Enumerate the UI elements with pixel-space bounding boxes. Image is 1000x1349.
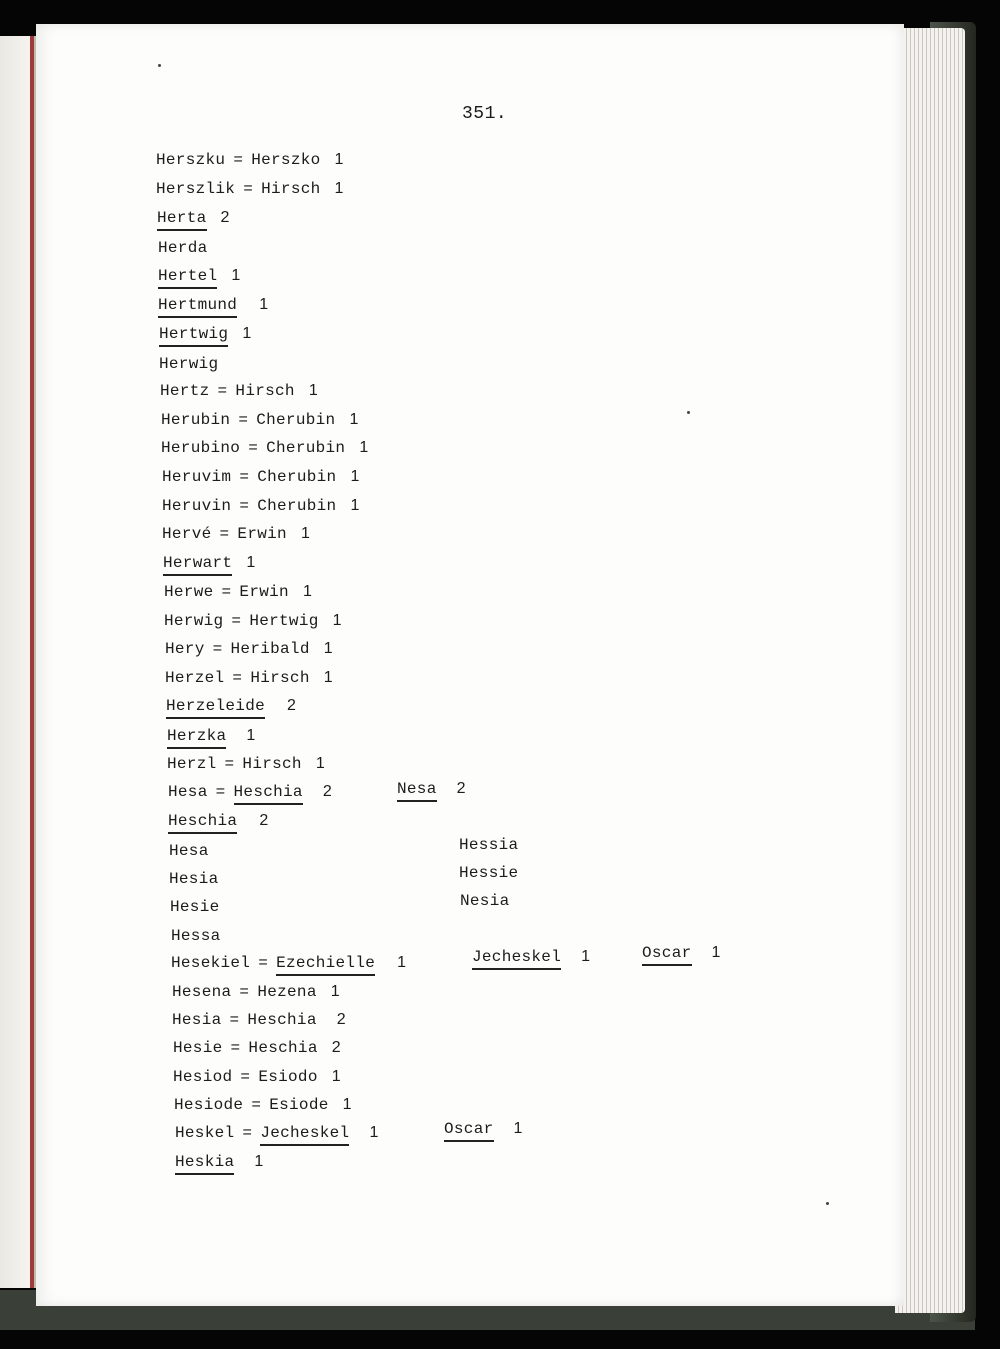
index-entry <box>174 1095 352 1115</box>
index-entry <box>167 754 325 774</box>
index-entry <box>163 553 256 576</box>
entry-count: 2 <box>456 780 466 797</box>
index-entry <box>171 926 221 946</box>
equals-sign: = <box>233 151 244 169</box>
entry-target: Cherubin <box>257 468 337 486</box>
entry-name-underlined: Herwart <box>163 553 232 576</box>
entry-name: Heruvin <box>162 497 232 515</box>
entry-count: 1 <box>330 983 340 1000</box>
entry-count: 1 <box>513 1120 523 1137</box>
entry-count: 1 <box>359 439 369 456</box>
index-entry <box>158 238 208 258</box>
entry-name: Herwig <box>164 612 224 630</box>
entry-name-underlined: Hertel <box>158 266 217 289</box>
equals-sign: = <box>215 783 226 801</box>
entry-target: Cherubin <box>266 439 346 457</box>
entry-name: Herda <box>158 239 208 257</box>
entry-target-underlined: Jecheskel <box>260 1123 349 1146</box>
entry-count: 1 <box>323 669 333 686</box>
page-block-edges <box>895 28 965 1313</box>
entry-name-underlined: Hertwig <box>159 324 228 347</box>
equals-sign: = <box>212 640 223 658</box>
entry-name-underlined: Heschia <box>168 811 237 834</box>
entry-target: Hirsch <box>261 180 321 198</box>
equals-sign: = <box>221 583 232 601</box>
entry-target-underlined: Heschia <box>234 782 303 805</box>
index-entry <box>161 410 359 430</box>
equals-sign: = <box>239 468 250 486</box>
entry-name: Hesiode <box>174 1096 244 1114</box>
entry-name-underlined: Herzka <box>167 726 226 749</box>
entry-name: Herubin <box>161 411 231 429</box>
equals-sign: = <box>217 382 228 400</box>
entry-name: Herzl <box>167 755 217 773</box>
entry-count: 1 <box>300 525 311 542</box>
entry-name: Herwig <box>159 355 219 373</box>
entry-name: Hesena <box>172 983 232 1001</box>
entry-target: Erwin <box>239 583 289 601</box>
entry-count: 2 <box>220 209 230 226</box>
paper-speck <box>826 1202 829 1205</box>
index-entry <box>159 324 252 347</box>
index-entry <box>166 696 296 719</box>
index-entry <box>171 953 406 976</box>
index-entry <box>164 582 312 602</box>
entry-name: Hesie <box>170 898 220 916</box>
entry-name: Hertz <box>160 382 210 400</box>
index-entry <box>167 726 256 749</box>
index-entry-alternate <box>397 779 466 802</box>
index-entry <box>165 668 333 688</box>
entry-name: Hessa <box>171 927 221 945</box>
entry-count: 1 <box>350 497 360 514</box>
entry-target: Hirsch <box>242 755 302 773</box>
entry-name: Hervé <box>162 525 212 543</box>
index-entry <box>157 208 230 231</box>
index-entry <box>175 1152 264 1175</box>
variant-item <box>459 835 518 855</box>
entry-name-underlined: Heskia <box>175 1152 234 1175</box>
entry-count: 1 <box>711 944 721 961</box>
entry-name-underlined: Herta <box>157 208 207 231</box>
entry-name: Hery <box>165 640 205 658</box>
entry-target: Hirsch <box>250 669 310 687</box>
entry-name: Herubino <box>161 439 241 457</box>
index-entry <box>162 467 360 487</box>
index-entry <box>156 179 344 199</box>
entry-count: 1 <box>397 954 407 971</box>
index-entry <box>170 897 220 917</box>
entry-name: Hesia <box>169 870 219 888</box>
entry-count: 2 <box>331 1039 341 1056</box>
index-entry <box>156 150 344 170</box>
index-entry <box>159 354 218 374</box>
entry-count: 1 <box>349 411 359 428</box>
entry-count: 1 <box>246 727 256 744</box>
index-entry <box>162 496 360 516</box>
entry-name: Hesekiel <box>171 954 251 972</box>
index-entry <box>158 266 241 289</box>
index-entry <box>172 1010 346 1030</box>
entry-count: 2 <box>259 812 269 829</box>
entry-name: Hesa <box>168 783 208 801</box>
variant-item <box>459 863 518 883</box>
equals-sign: = <box>242 1124 253 1142</box>
index-entry <box>160 381 318 401</box>
index-entry <box>164 611 342 631</box>
entry-count: 1 <box>334 151 344 168</box>
entry-alt-underlined: Nesa <box>397 779 437 802</box>
entry-name: Hesia <box>172 1011 222 1029</box>
equals-sign: = <box>248 439 259 457</box>
index-entry <box>161 438 369 458</box>
entry-count: 1 <box>332 612 342 629</box>
equals-sign: = <box>232 669 243 687</box>
entry-target: Hezena <box>257 983 317 1001</box>
entry-target-underlined: Ezechielle <box>276 953 375 976</box>
entry-name: Herwe <box>164 583 214 601</box>
entry-count: 2 <box>336 1011 346 1028</box>
entry-name-underlined: Hertmund <box>158 295 237 318</box>
index-entry <box>175 1123 379 1146</box>
index-entry <box>168 782 332 805</box>
entry-target: Cherubin <box>257 497 337 515</box>
equals-sign: = <box>258 954 269 972</box>
entry-name: Heruvim <box>162 468 232 486</box>
variant-name: Hessie <box>459 864 519 882</box>
entry-alt-underlined: Oscar <box>642 943 692 966</box>
entry-alt-underlined: Oscar <box>444 1119 494 1142</box>
index-entry <box>169 869 219 889</box>
equals-sign: = <box>231 612 242 630</box>
entry-target: Heschia <box>247 1011 317 1029</box>
equals-sign: = <box>229 1011 240 1029</box>
equals-sign: = <box>238 411 249 429</box>
entry-target: Heribald <box>230 640 310 658</box>
entry-name: Herszku <box>156 151 226 169</box>
entry-count: 1 <box>254 1153 264 1170</box>
entry-count: 2 <box>287 697 297 714</box>
entry-name: Herszlik <box>156 180 236 198</box>
entry-count: 1 <box>242 325 252 342</box>
equals-sign: = <box>239 983 250 1001</box>
facing-page-binding <box>30 36 34 1288</box>
entry-count: 1 <box>246 554 256 571</box>
index-entry <box>173 1067 341 1087</box>
entry-name: Hesa <box>169 842 209 860</box>
entry-count: 1 <box>342 1096 352 1113</box>
entry-count: 1 <box>369 1124 379 1141</box>
entry-count: 1 <box>302 583 313 600</box>
equals-sign: = <box>219 525 230 543</box>
entry-target: Erwin <box>237 525 287 543</box>
equals-sign: = <box>240 1068 251 1086</box>
entry-count: 1 <box>334 180 344 197</box>
entry-name: Hesiod <box>173 1068 233 1086</box>
equals-sign: = <box>239 497 250 515</box>
entry-count: 1 <box>331 1068 341 1085</box>
index-entry <box>169 841 209 861</box>
equals-sign: = <box>224 755 235 773</box>
entry-target: Esiodo <box>258 1068 318 1086</box>
entry-count: 1 <box>259 296 269 313</box>
equals-sign: = <box>243 180 254 198</box>
entry-alt-underlined: Jecheskel <box>472 947 561 970</box>
entry-name-underlined: Herzeleide <box>166 696 265 719</box>
index-entry-alternate <box>472 947 590 970</box>
entry-count: 1 <box>231 267 241 284</box>
variant-name: Nesia <box>460 892 510 910</box>
entry-name: Herzel <box>165 669 225 687</box>
paper-speck <box>687 411 690 414</box>
entry-target: Herszko <box>251 151 321 169</box>
entry-count: 1 <box>323 640 333 657</box>
entry-target: Hertwig <box>249 612 319 630</box>
entry-count: 1 <box>581 948 591 965</box>
index-entry <box>168 811 269 834</box>
index-entry <box>173 1038 341 1058</box>
entry-count: 2 <box>322 783 333 800</box>
index-entry <box>162 524 310 544</box>
index-entry <box>158 295 268 318</box>
index-entry-alternate <box>642 943 721 966</box>
entry-count: 1 <box>308 382 319 399</box>
equals-sign: = <box>251 1096 262 1114</box>
page-number: 351. <box>462 104 508 124</box>
entry-target: Esiode <box>269 1096 329 1114</box>
equals-sign: = <box>230 1039 241 1057</box>
entry-name: Hesie <box>173 1039 223 1057</box>
index-entry <box>172 982 340 1002</box>
variant-name: Hessia <box>459 836 519 854</box>
entry-target: Hirsch <box>235 382 295 400</box>
index-entry-alternate <box>444 1119 523 1142</box>
variant-item <box>460 891 510 911</box>
entry-count: 1 <box>315 755 326 772</box>
paper-speck <box>158 64 161 67</box>
index-entry <box>165 639 333 659</box>
entry-target: Cherubin <box>256 411 336 429</box>
entry-target: Heschia <box>248 1039 318 1057</box>
entry-name: Heskel <box>175 1124 235 1142</box>
entry-count: 1 <box>350 468 360 485</box>
